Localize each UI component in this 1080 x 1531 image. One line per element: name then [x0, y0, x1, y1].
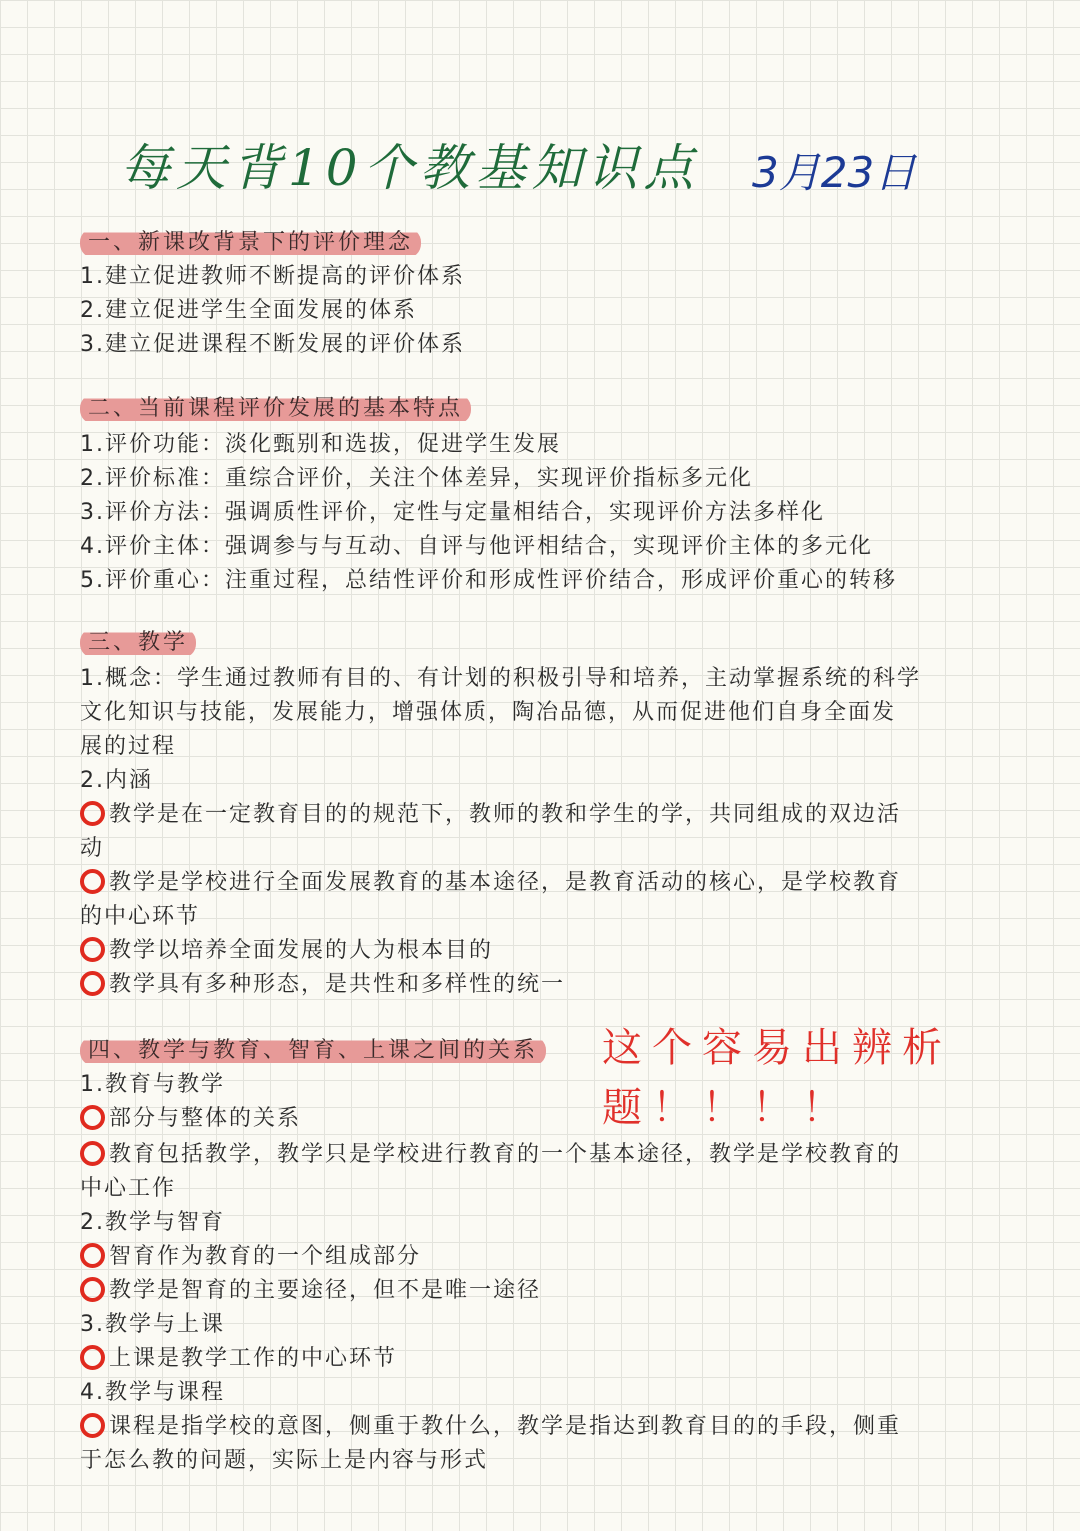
- annotation-note-line-2: 题！！！！: [602, 1085, 852, 1131]
- section-4-line-1: 1.教育与教学: [80, 1072, 225, 1097]
- bullet-text: 上课是教学工作的中心环节: [109, 1346, 398, 1371]
- section-3-line-1: 1.概念：学生通过教师有目的、有计划的积极引导和培养，主动掌握系统的科学: [80, 666, 921, 691]
- section-1-heading: 一、新课改背景下的评价理念: [80, 228, 421, 258]
- bullet-text: 部分与整体的关系: [109, 1106, 302, 1131]
- section-4-bullet-4: [80, 1274, 541, 1308]
- bullet-text: 智育作为教育的一个组成部分: [109, 1244, 422, 1269]
- section-3-line-3: 展的过程: [80, 734, 177, 759]
- bullet-text: 教学是在一定教育目的的规范下，教师的教和学生的学，共同组成的双边活: [109, 802, 902, 827]
- section-3-heading: 三、教学: [80, 628, 196, 658]
- red-circle-bullet-icon: [80, 1105, 105, 1130]
- section-4-line-5: 2.教学与智育: [80, 1210, 225, 1235]
- section-4-line-4: 中心工作: [80, 1176, 177, 1201]
- section-4-line-8: 3.教学与上课: [80, 1312, 225, 1337]
- bullet-text: 教学具有多种形态，是共性和多样性的统一: [109, 972, 566, 997]
- bullet-text: 课程是指学校的意图，侧重于教什么，教学是指达到教育目的的手段，侧重: [109, 1414, 902, 1439]
- date-label: 3月23日: [752, 148, 917, 197]
- section-2-line-2: 2.评价标准：重综合评价，关注个体差异，实现评价指标多元化: [80, 466, 753, 491]
- red-circle-bullet-icon: [80, 1277, 105, 1302]
- section-3-line-6: 动: [80, 836, 105, 861]
- section-4-line-10: 4.教学与课程: [80, 1380, 225, 1405]
- bullet-text: 教育包括教学，教学只是学校进行教育的一个基本途径，教学是学校教育的: [109, 1142, 902, 1167]
- section-4-bullet-6: [80, 1410, 901, 1444]
- section-3-bullet-3: [80, 934, 493, 968]
- section-4-bullet-3: [80, 1240, 421, 1274]
- page-title: 每天背10个教基知识点: [120, 139, 700, 197]
- red-circle-bullet-icon: [80, 1141, 105, 1166]
- section-2-line-1: 1.评价功能：淡化甄别和选拔，促进学生发展: [80, 432, 561, 457]
- red-circle-bullet-icon: [80, 971, 105, 996]
- section-1-line-3: 3.建立促进课程不断发展的评价体系: [80, 332, 465, 357]
- annotation-note-line-1: 这个容易出辨析: [602, 1025, 952, 1071]
- section-4-line-12: 于怎么教的问题，实际上是内容与形式: [80, 1448, 489, 1473]
- bullet-text: 教学是学校进行全面发展教育的基本途径，是教育活动的核心，是学校教育: [109, 870, 902, 895]
- red-circle-bullet-icon: [80, 937, 105, 962]
- red-circle-bullet-icon: [80, 1345, 105, 1370]
- red-circle-bullet-icon: [80, 1243, 105, 1268]
- red-circle-bullet-icon: [80, 1413, 105, 1438]
- section-1-line-1: 1.建立促进教师不断提高的评价体系: [80, 264, 465, 289]
- section-4-bullet-2: [80, 1138, 901, 1172]
- section-3-line-8: 的中心环节: [80, 904, 201, 929]
- red-circle-bullet-icon: [80, 869, 105, 894]
- section-4-bullet-5: [80, 1342, 397, 1376]
- section-3-bullet-4: [80, 968, 565, 1002]
- red-circle-bullet-icon: [80, 801, 105, 826]
- bullet-text: 教学是智育的主要途径，但不是唯一途径: [109, 1278, 542, 1303]
- section-2-line-5: 5.评价重心：注重过程，总结性评价和形成性评价结合，形成评价重心的转移: [80, 568, 897, 593]
- section-3-bullet-1: [80, 798, 901, 832]
- section-3-line-4: 2.内涵: [80, 768, 153, 793]
- section-1-line-2: 2.建立促进学生全面发展的体系: [80, 298, 417, 323]
- section-3-line-2: 文化知识与技能，发展能力，增强体质，陶冶品德，从而促进他们自身全面发: [80, 700, 897, 725]
- bullet-text: 教学以培养全面发展的人为根本目的: [109, 938, 494, 963]
- section-2-line-3: 3.评价方法：强调质性评价，定性与定量相结合，实现评价方法多样化: [80, 500, 825, 525]
- section-2-line-4: 4.评价主体：强调参与与互动、自评与他评相结合，实现评价主体的多元化: [80, 534, 873, 559]
- section-4-heading: 四、教学与教育、智育、上课之间的关系: [80, 1036, 546, 1066]
- section-2-heading: 二、当前课程评价发展的基本特点: [80, 394, 471, 424]
- section-4-bullet-1: [80, 1102, 301, 1136]
- section-3-bullet-2: [80, 866, 901, 900]
